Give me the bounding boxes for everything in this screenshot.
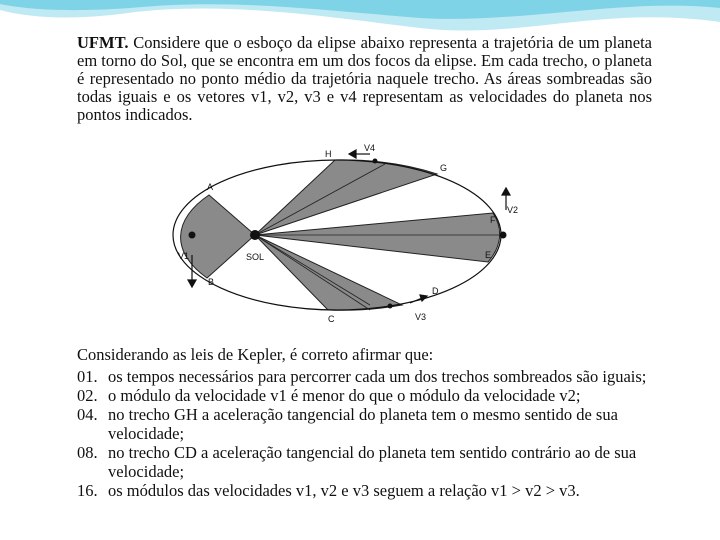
option-16 <box>77 481 652 500</box>
option-text: no trecho CD a aceleração tangencial do planeta tem sentido contrário ao de sua velocidade; <box>108 443 637 481</box>
source-label: UFMT. <box>77 33 129 52</box>
label-B: B <box>208 277 215 287</box>
planet-top <box>373 159 378 164</box>
label-A: A <box>207 182 214 192</box>
label-v2: V2 <box>507 205 519 215</box>
label-D: D <box>432 286 439 296</box>
question-intro: Considerando as leis de Kepler, é correto afirmar que: <box>77 345 434 364</box>
option-number: 16. <box>77 481 98 500</box>
option-text: os tempos necessários para percorrer cada um dos trechos sombreados são iguais; <box>108 367 647 386</box>
orbit-diagram <box>170 140 530 330</box>
option-02 <box>77 386 652 405</box>
statement-text: Considere que o esboço da elipse abaixo representa a trajetória de um planeta em torno do Sol, que se encontra em um dos focos da elipse. Em cada trecho, o planeta é representado no ponto médio da trajetória naquele trecho. As áreas sombreadas são todas iguais e os vetores v1, v2, v3 e v4 representam as velocidades do planeta nos pontos indicados. <box>77 33 652 124</box>
option-number: 08. <box>77 443 98 462</box>
option-text: no trecho GH a aceleração tangencial do planeta tem o mesmo sentido de sua velocidade; <box>108 405 618 443</box>
problem-statement <box>77 34 652 124</box>
label-E: E <box>485 250 492 260</box>
option-number: 01. <box>77 367 98 386</box>
option-04 <box>77 405 652 443</box>
option-number: 02. <box>77 386 98 405</box>
label-v4: V4 <box>364 143 376 153</box>
planet-bottom <box>388 304 393 309</box>
answer-options <box>77 367 652 500</box>
label-C: C <box>328 314 335 324</box>
label-sun: SOL <box>246 252 265 262</box>
label-H: H <box>325 149 332 159</box>
planet-right <box>500 232 507 239</box>
option-number: 04. <box>77 405 98 424</box>
label-F: F <box>490 215 496 225</box>
option-01 <box>77 367 652 386</box>
sun-icon <box>250 230 260 240</box>
option-text: os módulos das velocidades v1, v2 e v3 seguem a relação v1 > v2 > v3. <box>108 481 580 500</box>
option-08 <box>77 443 652 481</box>
label-v3: V3 <box>415 312 427 322</box>
label-G: G <box>440 163 448 173</box>
label-v1: V1 <box>178 251 190 261</box>
planet-left <box>189 232 196 239</box>
option-text: o módulo da velocidade v1 é menor do que o módulo da velocidade v2; <box>108 386 581 405</box>
